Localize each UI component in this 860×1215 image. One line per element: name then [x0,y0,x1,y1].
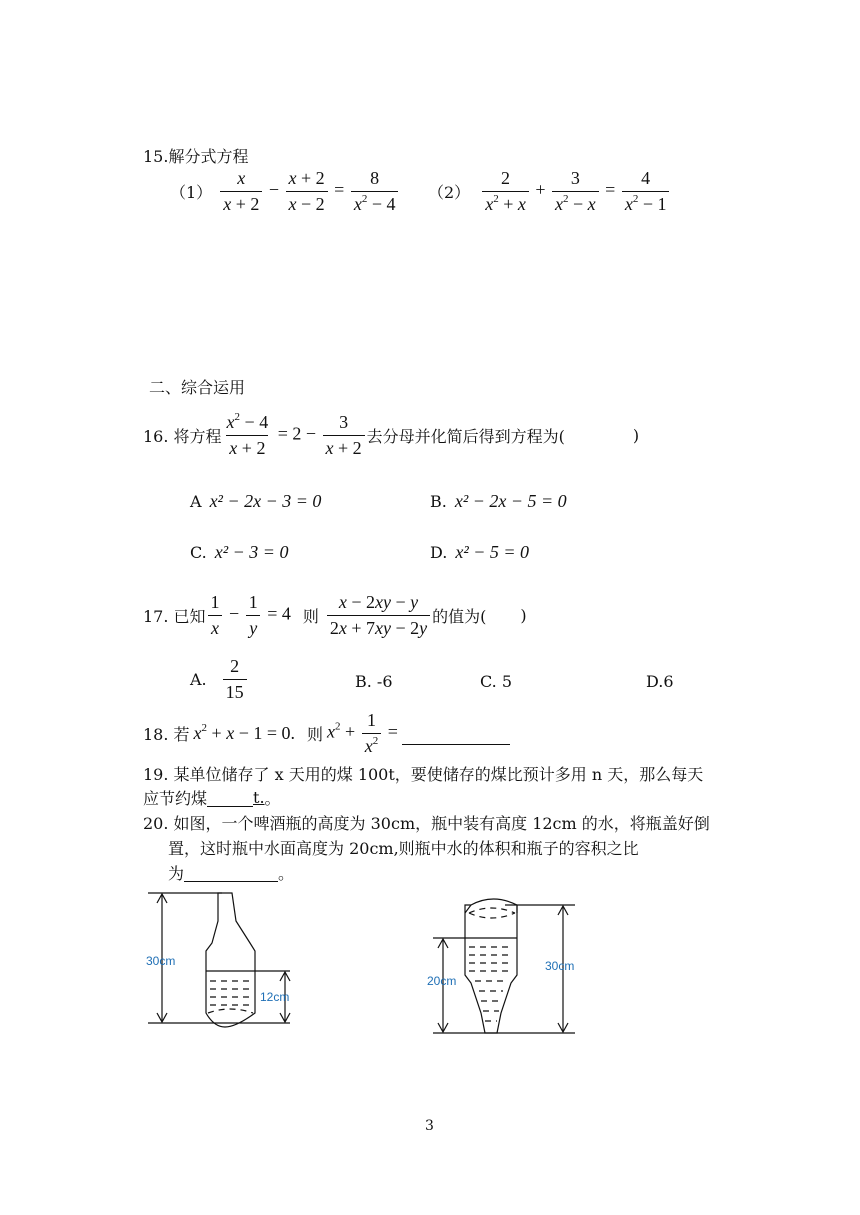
q20-answer-blank[interactable] [184,863,278,882]
right-height-label: 30cm [545,959,575,973]
q15-title: 15.解分式方程 [143,147,249,166]
q16-option-a[interactable]: A x² − 2x − 3 = 0 [190,491,322,511]
bottle-outline [206,893,255,1027]
q18-answer-blank[interactable] [402,722,510,745]
q19-line1: 19. 某单位储存了 x 天用的煤 100t，要使储存的煤比预计多用 n 天，那么每天 [143,765,704,784]
q16-suffix: 去分母并化简后得到方程为( [366,427,565,446]
q18-prefix: 18. 若 [143,725,190,744]
q15-equation-2 [428,168,671,215]
q16-prefix: 16. 将方程 [143,427,222,446]
bottle-outline [465,899,517,1033]
q16-stem [143,412,639,459]
q18-stem: 18. 若 $x^2 + x - 1 = 0$. 则 $x^2$ + $\frac{1}{x^2}$ = [143,710,510,757]
q20-line1: 20. 如图，一个啤酒瓶的高度为 30cm，瓶中装有高度 12cm 的水，将瓶盖好倒 [143,814,710,833]
equation-2-math: $\frac{2}{x^2 + x}$ + $\frac{3}{x^2 - x}$ = $\frac{4}{x^2 - 1}$ [480,168,671,215]
q17-suffix: 的值为( [432,607,487,626]
q16-option-c[interactable]: C. x² − 3 = 0 [190,542,289,562]
q19-line2: 应节约煤 t. 。 [143,788,281,808]
inverted-bottle-figure [425,885,595,1040]
q15-part1-label: （1） [170,183,213,202]
page-number: 3 [425,1118,434,1134]
left-water-label: 12cm [260,990,290,1004]
q16-equation: $\frac{x^2 - 4}{x + 2}$ = 2 − $\frac{3}{x + 2}$ [222,412,367,459]
q16-option-b[interactable]: B. x² − 2x − 5 = 0 [430,491,567,511]
q19-answer-blank[interactable] [207,788,253,807]
q17-close: ) [520,606,527,625]
q16-close: ) [632,426,640,445]
q17-condition: $\frac{1}{x}$ − $\frac{1}{y}$ = 4 [206,592,291,639]
q20-line3: 为 。 [168,864,295,883]
right-water-label: 20cm [427,974,457,988]
q17-stem [143,592,527,639]
q15-part2-label: （2） [428,183,471,202]
q17-expression: $\frac{x - 2xy - y}{2x + 7xy - 2y}$ [325,592,432,639]
q20-line2: 置，这时瓶中水面高度为 20cm,则瓶中水的体积和瓶子的容积之比 [168,839,639,858]
q15-equation-1 [170,168,400,215]
q17-prefix: 17. 已知 [143,607,206,626]
q18-mid: 则 [307,725,324,744]
upright-bottle-figure [140,885,300,1035]
q17-option-d[interactable]: D.6 [646,672,674,691]
equation-1-math: $\frac{x}{x + 2}$ − $\frac{x + 2}{x - 2}$ = $\frac{8}{x^2 - 4}$ [218,168,400,215]
left-height-label: 30cm [146,954,176,968]
q16-option-d[interactable]: D. x² − 5 = 0 [430,542,530,562]
q17-option-a[interactable]: A. $\frac{2}{15}$ [190,656,249,703]
q17-option-b[interactable]: B. -6 [355,672,393,691]
q17-mid: 则 [302,607,319,626]
q17-option-c[interactable]: C. 5 [480,672,513,691]
section-title: 二、综合运用 [149,378,246,397]
